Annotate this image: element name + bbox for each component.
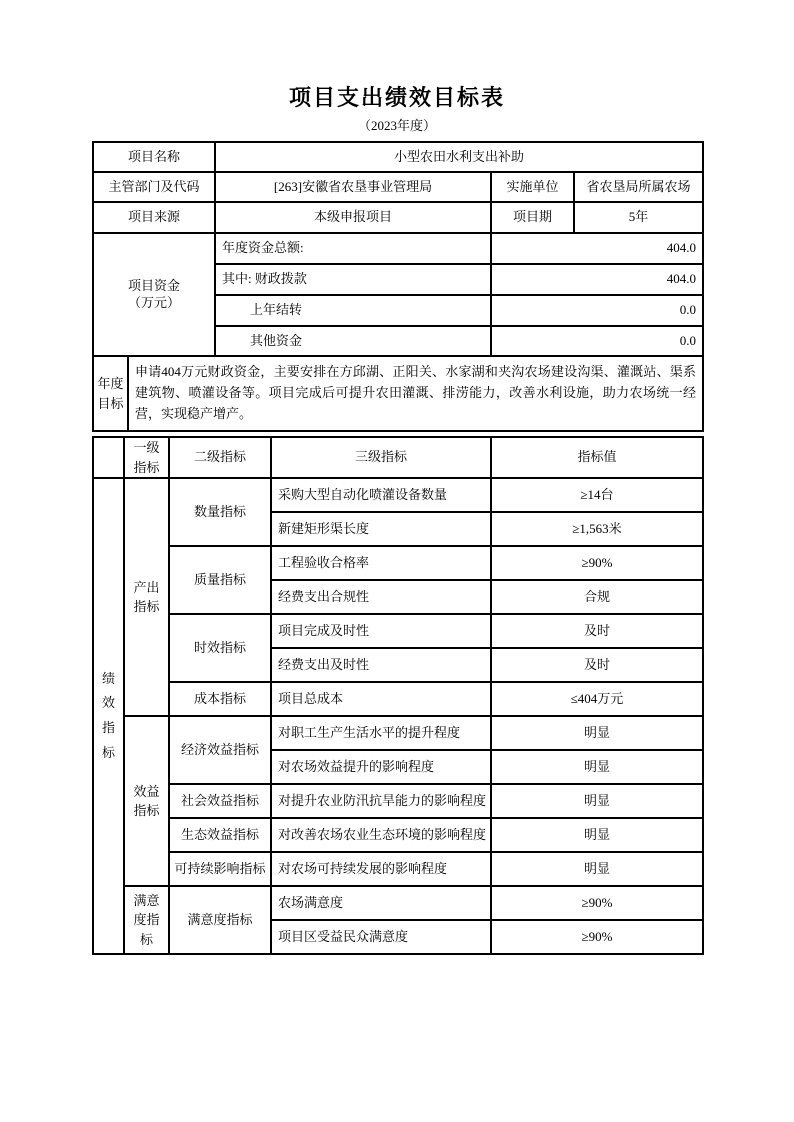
funds-total-value: 404.0 — [491, 233, 703, 264]
indicator-row — [93, 614, 703, 648]
value-cell: ≥90% — [491, 886, 703, 920]
dept-label: 主管部门及代码 — [93, 172, 215, 202]
value-cell: ≤404万元 — [491, 682, 703, 716]
level2-quantity: 数量指标 — [169, 478, 271, 546]
annual-goal-text: 申请404万元财政资金，主要安排在方邱湖、正阳关、水家湖和夹沟农场建设沟渠、灌溉站、渠系建筑物、喷灌设备等。项目完成后可提升农田灌溉、排涝能力，改善水利设施，助力农场统一经营，实现稳产增产。 — [128, 356, 703, 431]
level3-cell: 项目区受益民众满意度 — [271, 920, 491, 954]
value-cell: ≥90% — [491, 546, 703, 580]
indicators-header-row — [93, 437, 703, 478]
annual-goal-row — [93, 356, 703, 431]
level2-cost: 成本指标 — [169, 682, 271, 716]
funds-fiscal-value: 404.0 — [491, 264, 703, 295]
funds-row-total — [93, 233, 703, 264]
header-level3: 三级指标 — [271, 437, 491, 478]
source-value: 本级申报项目 — [215, 202, 491, 233]
funds-other-value: 0.0 — [491, 326, 703, 356]
level3-cell: 对职工生产生活水平的提升程度 — [271, 716, 491, 750]
value-cell: 明显 — [491, 852, 703, 886]
source-label: 项目来源 — [93, 202, 215, 233]
level3-cell: 经费支出及时性 — [271, 648, 491, 682]
level1-benefit: 效益指标 — [124, 716, 169, 886]
value-cell: 明显 — [491, 750, 703, 784]
funds-other-label: 其他资金 — [215, 326, 491, 356]
period-label: 项目期 — [491, 202, 574, 233]
header-level1: 一级指标 — [124, 437, 169, 478]
project-info-table — [92, 141, 704, 357]
value-cell: 及时 — [491, 614, 703, 648]
value-cell: 明显 — [491, 784, 703, 818]
indicator-row — [93, 716, 703, 750]
indicator-row — [93, 818, 703, 852]
value-cell: 合规 — [491, 580, 703, 614]
funds-label-cell — [93, 233, 215, 356]
dept-value: [263]安徽省农垦事业管理局 — [215, 172, 491, 202]
annual-goal-table — [92, 355, 704, 432]
corner-cell — [93, 437, 124, 478]
value-cell: ≥90% — [491, 920, 703, 954]
level3-cell: 对改善农场农业生态环境的影响程度 — [271, 818, 491, 852]
level1-output: 产出指标 — [124, 478, 169, 716]
indicator-row — [93, 546, 703, 580]
document-page — [92, 86, 702, 955]
level3-cell: 对提升农业防汛抗旱能力的影响程度 — [271, 784, 491, 818]
level3-cell: 经费支出合规性 — [271, 580, 491, 614]
value-cell: ≥1,563米 — [491, 512, 703, 546]
impl-unit-label: 实施单位 — [491, 172, 574, 202]
level2-economic: 经济效益指标 — [169, 716, 271, 784]
level2-ecological: 生态效益指标 — [169, 818, 271, 852]
level1-satisfaction: 满意度指标 — [124, 886, 169, 954]
project-name-row — [93, 142, 703, 172]
period-value: 5年 — [574, 202, 703, 233]
indicator-row — [93, 886, 703, 920]
annual-goal-label: 年度目标 — [93, 356, 128, 431]
funds-total-label: 年度资金总额: — [215, 233, 491, 264]
dept-row — [93, 172, 703, 202]
funds-fiscal-label: 其中: 财政拨款 — [215, 264, 491, 295]
level3-cell: 对农场可持续发展的影响程度 — [271, 852, 491, 886]
value-cell: 明显 — [491, 716, 703, 750]
header-level2: 二级指标 — [169, 437, 271, 478]
level3-cell: 项目完成及时性 — [271, 614, 491, 648]
level2-timeliness: 时效指标 — [169, 614, 271, 682]
level3-cell: 农场满意度 — [271, 886, 491, 920]
level3-cell: 对农场效益提升的影响程度 — [271, 750, 491, 784]
source-row — [93, 202, 703, 233]
header-value: 指标值 — [491, 437, 703, 478]
level2-satisfaction: 满意度指标 — [169, 886, 271, 954]
funds-label-line2: （万元） — [127, 294, 180, 310]
page-title: 项目支出绩效目标表 — [288, 85, 505, 110]
project-name-value: 小型农田水利支出补助 — [215, 142, 703, 172]
level2-sustainable: 可持续影响指标 — [169, 852, 271, 886]
funds-carryover-label: 上年结转 — [215, 295, 491, 326]
level2-quality: 质量指标 — [169, 546, 271, 614]
funds-carryover-value: 0.0 — [491, 295, 703, 326]
performance-indicators-table — [92, 436, 704, 955]
funds-label-line1: 项目资金 — [127, 277, 180, 293]
indicator-row — [93, 852, 703, 886]
value-cell: 及时 — [491, 648, 703, 682]
level3-cell: 工程验收合格率 — [271, 546, 491, 580]
level3-cell: 项目总成本 — [271, 682, 491, 716]
level3-cell: 采购大型自动化喷灌设备数量 — [271, 478, 491, 512]
level3-cell: 新建矩形渠长度 — [271, 512, 491, 546]
indicator-row — [93, 478, 703, 512]
project-name-label: 项目名称 — [93, 142, 215, 172]
page-subtitle: （2023年度） — [357, 118, 436, 133]
indicator-row — [93, 784, 703, 818]
performance-side-label: 绩效指标 — [93, 478, 124, 954]
indicator-row — [93, 682, 703, 716]
value-cell: 明显 — [491, 818, 703, 852]
value-cell: ≥14台 — [491, 478, 703, 512]
level2-social: 社会效益指标 — [169, 784, 271, 818]
impl-unit-value: 省农垦局所属农场 — [574, 172, 703, 202]
